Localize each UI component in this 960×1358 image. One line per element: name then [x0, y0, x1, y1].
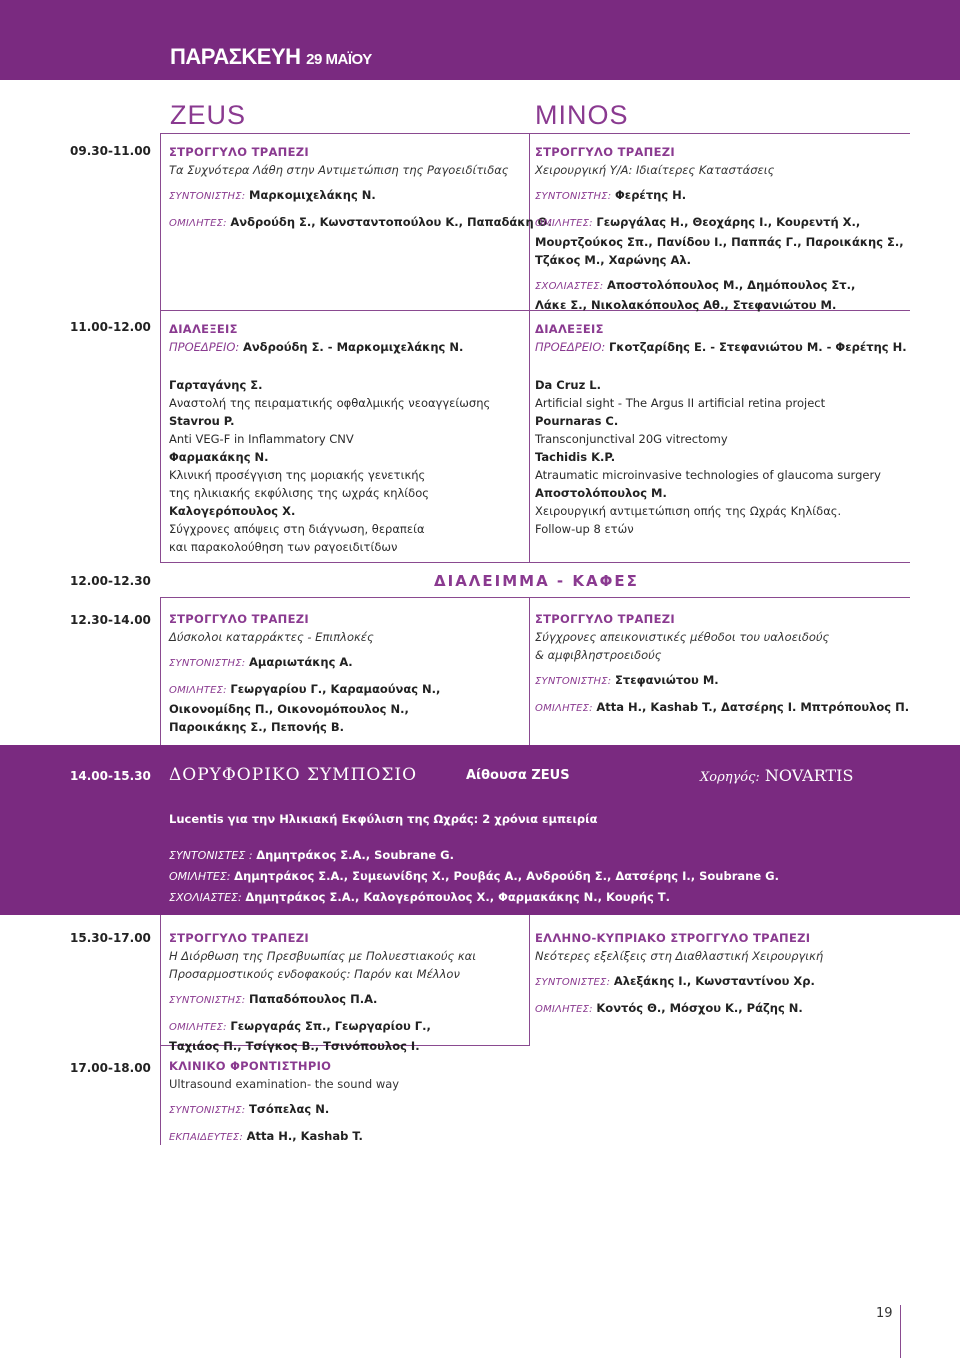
session-time: 09.30-11.00 [70, 144, 151, 158]
lecturer: Αποστολόπουλος Μ. [535, 486, 667, 500]
session-block: ΣΤΡΟΓΓΥΛΟ ΤΡΑΠΕΖΙ Η Διόρθωση της Πρεσβυωπίας με Πολυεστιακούς και Προσαρμοστικούς ενδοφακούς: Παρόν και Μέλλον ΣΥΝΤΟΝΙΣΤΗΣ: Παπαδόπουλος Π.Α. ΟΜΙΛΗΤΕΣ: Γεωργαράς Σπ., Γεωργαρίου Γ., Ταχιάος Π., Τσίγκος Β., Τσινόπουλος Ι. [169, 931, 477, 1053]
lecture-title: Αναστολή της πειραματικής οφθαλμικής νεοαγγείωσης [169, 396, 491, 410]
page-title: ΠΑΡΑΣΚΕΥΗ 29 ΜΑΪΟΥ [170, 44, 372, 69]
symposium-band [0, 745, 960, 915]
break-label: ΔΙΑΛΕΙΜΜΑ - ΚΑΦΕΣ [434, 572, 639, 590]
divider [900, 1305, 901, 1358]
divider [160, 597, 910, 598]
session-time: 12.00-12.30 [70, 574, 151, 588]
page-number: 19 [876, 1306, 893, 1321]
chairs: Ανδρούδη Σ. - Μαρκομιχελάκης Ν. [242, 340, 464, 354]
session-type: ΣΤΡΟΓΓΥΛΟ ΤΡΑΠΕΖΙ [169, 931, 309, 945]
symposium-sponsor: Χορηγός: NOVARTIS [700, 766, 854, 785]
lecturer: Da Cruz L. [535, 378, 602, 392]
session-type: ΣΤΡΟΓΓΥΛΟ ΤΡΑΠΕΖΙ [535, 145, 675, 159]
symposium-topic: Lucentis για την Ηλικιακή Εκφύλιση της Ωχράς: 2 χρόνια εμπειρία [169, 812, 598, 826]
session-block: ΚΛΙΝΙΚΟ ΦΡΟΝΤΙΣΤΗΡΙΟ Ultrasound examination- the sound way ΣΥΝΤΟΝΙΣΤΗΣ: Τσόπελας Ν. ΕΚΠΑΙΔΕΥΤΕΣ: Atta H., Kashab T. [169, 1059, 400, 1143]
session-time: 14.00-15.30 [70, 769, 151, 783]
coordinator: Παπαδόπουλος Π.Α. [249, 992, 378, 1006]
speakers: Ανδρούδη Σ., Κωνσταντοπούλου Κ., Παπαδάκη Θ. [230, 215, 552, 229]
session-title: Σύγχρονες απεικονιστικές μέθοδοι του υαλοειδούς [535, 630, 830, 644]
commentators: Δημητράκος Σ.Α., Καλογερόπουλος Χ., Φαρμακάκης Ν., Κουρής Τ. [245, 890, 670, 904]
chairs: Γκοτζαρίδης Ε. - Στεφανιώτου Μ. - Φερέτης Η. [608, 340, 907, 354]
lecture-list [169, 376, 490, 556]
divider [529, 597, 530, 745]
speakers: Atta H., Kashab T., Δατσέρης Ι. Μπτρόπουλος Π. [596, 700, 910, 714]
speakers: Δημητράκος Σ.Α., Συμεωνίδης Χ., Ρουβάς Α., Ανδρούδη Σ., Δατσέρης Ι., Soubrane G. [234, 869, 779, 883]
divider [160, 133, 161, 562]
speakers: Γεωργαρίου Γ., Καραμαούνας Ν., [230, 682, 441, 696]
session-time: 15.30-17.00 [70, 931, 151, 945]
coordinator: Μαρκομιχελάκης Ν. [249, 188, 376, 202]
lecture-title: Follow-up 8 ετών [535, 522, 634, 536]
session-type: ΕΛΛΗΝΟ-ΚΥΠΡΙΑΚΟ ΣΤΡΟΓΓΥΛΟ ΤΡΑΠΕΖΙ [535, 931, 811, 945]
session-time: 17.00-18.00 [70, 1061, 151, 1075]
session-title: Η Διόρθωση της Πρεσβυωπίας με Πολυεστιακούς και [169, 949, 477, 963]
page-header [0, 0, 960, 80]
lecture-title: και παρακολούθηση των ραγοειδιτίδων [169, 540, 398, 554]
symposium-hall: Αίθουσα ZEUS [466, 768, 570, 783]
divider [160, 562, 910, 563]
divider [160, 133, 530, 134]
session-block: ΣΤΡΟΓΓΥΛΟ ΤΡΑΠΕΖΙ Δύσκολοι καταρράκτες - Επιπλοκές ΣΥΝΤΟΝΙΣΤΗΣ: Αμαριωτάκης Α. ΟΜΙΛΗΤΕΣ: Γεωργαρίου Γ., Καραμαούνας Ν., Οικονομίδης Π., Οικονομόπουλος Ν., Παροικάκης Σ., Πεπονής Β. [169, 612, 441, 734]
session-block: ΔΙΑΛΕΞΕΙΣ ΠΡΟΕΔΡΕΙΟ: Ανδρούδη Σ. - Μαρκομιχελάκης Ν. Γαρταγάνης Σ. Αναστολή της πειραματικής οφθαλμικής νεοαγγείωσης Stavrou P. Anti VEG-F in Inflammatory CNV Φαρμακάκης Ν. Κλινική προσέγγιση της μοριακής γενετικής της ηλικιακής εκφύλισης της ωχράς κηλίδος Καλογερόπουλος Χ. Σύγχρονες απόψεις στη διάγνωση, θεραπεία και παρακολούθηση των ραγοειδιτίδων [169, 322, 491, 554]
session-type: ΣΤΡΟΓΓΥΛΟ ΤΡΑΠΕΖΙ [169, 145, 309, 159]
session-block: ΣΤΡΟΓΓΥΛΟ ΤΡΑΠΕΖΙ Χειρουργική Υ/Α: Ιδιαίτερες Καταστάσεις ΣΥΝΤΟΝΙΣΤΗΣ: Φερέτης Η. ΟΜΙΛΗΤΕΣ: Γεωργάλας Η., Θεοχάρης Ι., Κουρεντή Χ., Μουρτζούκος Σπ., Πανίδου Ι., Παππάς Γ., Παροικάκης Σ., Τζάκος Μ., Χαρώνης Αλ. ΣΧΟΛΙΑΣΤΕΣ: Αποστολόπουλος Μ., Δημόπουλος Στ., Λάκε Σ., Νικολακόπουλος Αθ., Στεφανιώτου Μ. [535, 145, 904, 312]
session-time: 12.30-14.00 [70, 613, 151, 627]
session-title: & αμφιβληστροειδούς [535, 648, 662, 662]
session-type: ΔΙΑΛΕΞΕΙΣ [169, 322, 238, 336]
speakers: Γεωργάλας Η., Θεοχάρης Ι., Κουρεντή Χ., [596, 215, 861, 229]
session-type: ΣΤΡΟΓΓΥΛΟ ΤΡΑΠΕΖΙ [535, 612, 675, 626]
lecturer: Pournaras C. [535, 414, 619, 428]
educators: Atta H., Kashab T. [246, 1129, 363, 1143]
divider [529, 915, 530, 1045]
room-right-title: MINOS [535, 100, 629, 130]
session-type: ΔΙΑΛΕΞΕΙΣ [535, 322, 604, 336]
commentators: Αποστολόπουλος Μ., Δημόπουλος Στ., [606, 278, 856, 292]
room-left-title: ZEUS [170, 100, 247, 130]
session-block: ΣΤΡΟΓΓΥΛΟ ΤΡΑΠΕΖΙ Σύγχρονες απεικονιστικές μέθοδοι του υαλοειδούς & αμφιβληστροειδούς ΣΥΝΤΟΝΙΣΤΗΣ: Στεφανιώτου Μ. ΟΜΙΛΗΤΕΣ: Atta H., Kashab T., Δατσέρης Ι. Μπτρόπουλος Π. [535, 612, 910, 714]
lecture-title: της ηλικιακής εκφύλισης της ωχράς κηλίδος [169, 486, 429, 500]
lecturer: Γαρταγάνης Σ. [169, 378, 263, 392]
coordinator: Αμαριωτάκης Α. [249, 655, 353, 669]
speakers: Ταχιάος Π., Τσίγκος Β., Τσινόπουλος Ι. [169, 1039, 420, 1053]
lecture-list [535, 376, 907, 538]
divider [530, 133, 910, 134]
lecture-title: Κλινική προσέγγιση της μοριακής γενετικής [169, 468, 426, 482]
lecture-title: Anti VEG-F in Inflammatory CNV [169, 432, 354, 446]
lecture-title: Artificial sight - The Argus II artificial retina project [535, 396, 826, 410]
session-title: Νεότερες εξελίξεις στη Διαθλαστική Χειρουργική [535, 949, 824, 963]
commentators: Λάκε Σ., Νικολακόπουλος Αθ., Στεφανιώτου Μ. [535, 298, 837, 312]
session-block: ΕΛΛΗΝΟ-ΚΥΠΡΙΑΚΟ ΣΤΡΟΓΓΥΛΟ ΤΡΑΠΕΖΙ Νεότερες εξελίξεις στη Διαθλαστική Χειρουργική ΣΥΝΤΟΝΙΣΤΕΣ: Αλεξάκης Ι., Κωνσταντίνου Χρ. ΟΜΙΛΗΤΕΣ: Κοντός Θ., Μόσχου Κ., Ράζης Ν. [535, 931, 824, 1015]
session-type: ΚΛΙΝΙΚΟ ΦΡΟΝΤΙΣΤΗΡΙΟ [169, 1059, 332, 1073]
speakers: Μουρτζούκος Σπ., Πανίδου Ι., Παππάς Γ., Παροικάκης Σ., [535, 235, 904, 249]
coordinator: Φερέτης Η. [615, 188, 687, 202]
speakers: Γεωργαράς Σπ., Γεωργαρίου Γ., [230, 1019, 431, 1033]
session-title: Δύσκολοι καταρράκτες - Επιπλοκές [169, 630, 374, 644]
session-type: ΣΤΡΟΓΓΥΛΟ ΤΡΑΠΕΖΙ [169, 612, 309, 626]
lecture-title: Atraumatic microinvasive technologies of glaucoma surgery [535, 468, 881, 482]
lecture-title: Transconjunctival 20G vitrectomy [535, 432, 728, 446]
coordinator: Τσόπελας Ν. [249, 1102, 330, 1116]
session-title: Χειρουργική Υ/Α: Ιδιαίτερες Καταστάσεις [535, 163, 775, 177]
coordinators: Αλεξάκης Ι., Κωνσταντίνου Χρ. [613, 974, 815, 988]
lecture-title: Χειρουργική αντιμετώπιση οπής της Ωχράς Κηλίδας. [535, 504, 842, 518]
lecturer: Φαρμακάκης Ν. [169, 450, 269, 464]
speakers: Κοντός Θ., Μόσχου Κ., Ράζης Ν. [596, 1001, 803, 1015]
session-block: ΣΤΡΟΓΓΥΛΟ ΤΡΑΠΕΖΙ Τα Συχνότερα Λάθη στην Αντιμετώπιση της Ραγοειδίτιδας ΣΥΝΤΟΝΙΣΤΗΣ: Μαρκομιχελάκης Ν. ΟΜΙΛΗΤΕΣ: Ανδρούδη Σ., Κωνσταντοπούλου Κ., Παπαδάκη Θ. [169, 145, 552, 229]
speakers: Τζάκος Μ., Χαρώνης Αλ. [535, 253, 691, 267]
session-title: Προσαρμοστικούς ενδοφακούς: Παρόν και Μέλλον [169, 967, 460, 981]
symposium-title: ΔΟΡΥΦΟΡΙΚΟ ΣΥΜΠΟΣΙΟ [169, 765, 418, 785]
lecturer: Stavrou P. [169, 414, 235, 428]
lecturer: Tachidis K.P. [535, 450, 616, 464]
session-title: Τα Συχνότερα Λάθη στην Αντιμετώπιση της Ραγοειδίτιδας [169, 163, 509, 177]
coordinators: Δημητράκος Σ.Α., Soubrane G. [256, 848, 454, 862]
speakers: Οικονομίδης Π., Οικονομόπουλος Ν., [169, 702, 409, 716]
session-block: ΔΙΑΛΕΞΕΙΣ ΠΡΟΕΔΡΕΙΟ: Γκοτζαρίδης Ε. - Στεφανιώτου Μ. - Φερέτης Η. Da Cruz L. Artificial sight - The Argus II artificial retina project Pournaras C. Transconjunctival 20G vitrectomy Tachidis K.P. Atraumatic microinvasive technologies of glaucoma surgery Αποστολόπουλος Μ. Χειρουργική αντιμετώπιση οπής της Ωχράς Κηλίδας. Follow-up 8 ετών [535, 322, 907, 536]
speakers: Παροικάκης Σ., Πεπονής Β. [169, 720, 344, 734]
symposium-details: Lucentis για την Ηλικιακή Εκφύλιση της Ωχράς: 2 χρόνια εμπειρία ΣΥΝΤΟΝΙΣΤΕΣ : Δημητράκος Σ.Α., Soubrane G. ΟΜΙΛΗΤΕΣ: Δημητράκος Σ.Α., Συμεωνίδης Χ., Ρουβάς Α., Ανδρούδη Σ., Δατσέρης Ι., Soubrane G. ΣΧΟΛΙΑΣΤΕΣ: Δημητράκος Σ.Α., Καλογερόπουλος Χ., Φαρμακάκης Ν., Κουρής Τ. [169, 812, 779, 904]
divider [160, 1045, 161, 1145]
coordinator: Στεφανιώτου Μ. [615, 673, 719, 687]
lecture-title: Σύγχρονες απόψεις στη διάγνωση, θεραπεία [169, 522, 425, 536]
session-title: Ultrasound examination- the sound way [169, 1077, 400, 1091]
lecturer: Καλογερόπουλος Χ. [169, 504, 296, 518]
divider [160, 915, 161, 1045]
divider [160, 597, 161, 745]
session-time: 11.00-12.00 [70, 320, 151, 334]
